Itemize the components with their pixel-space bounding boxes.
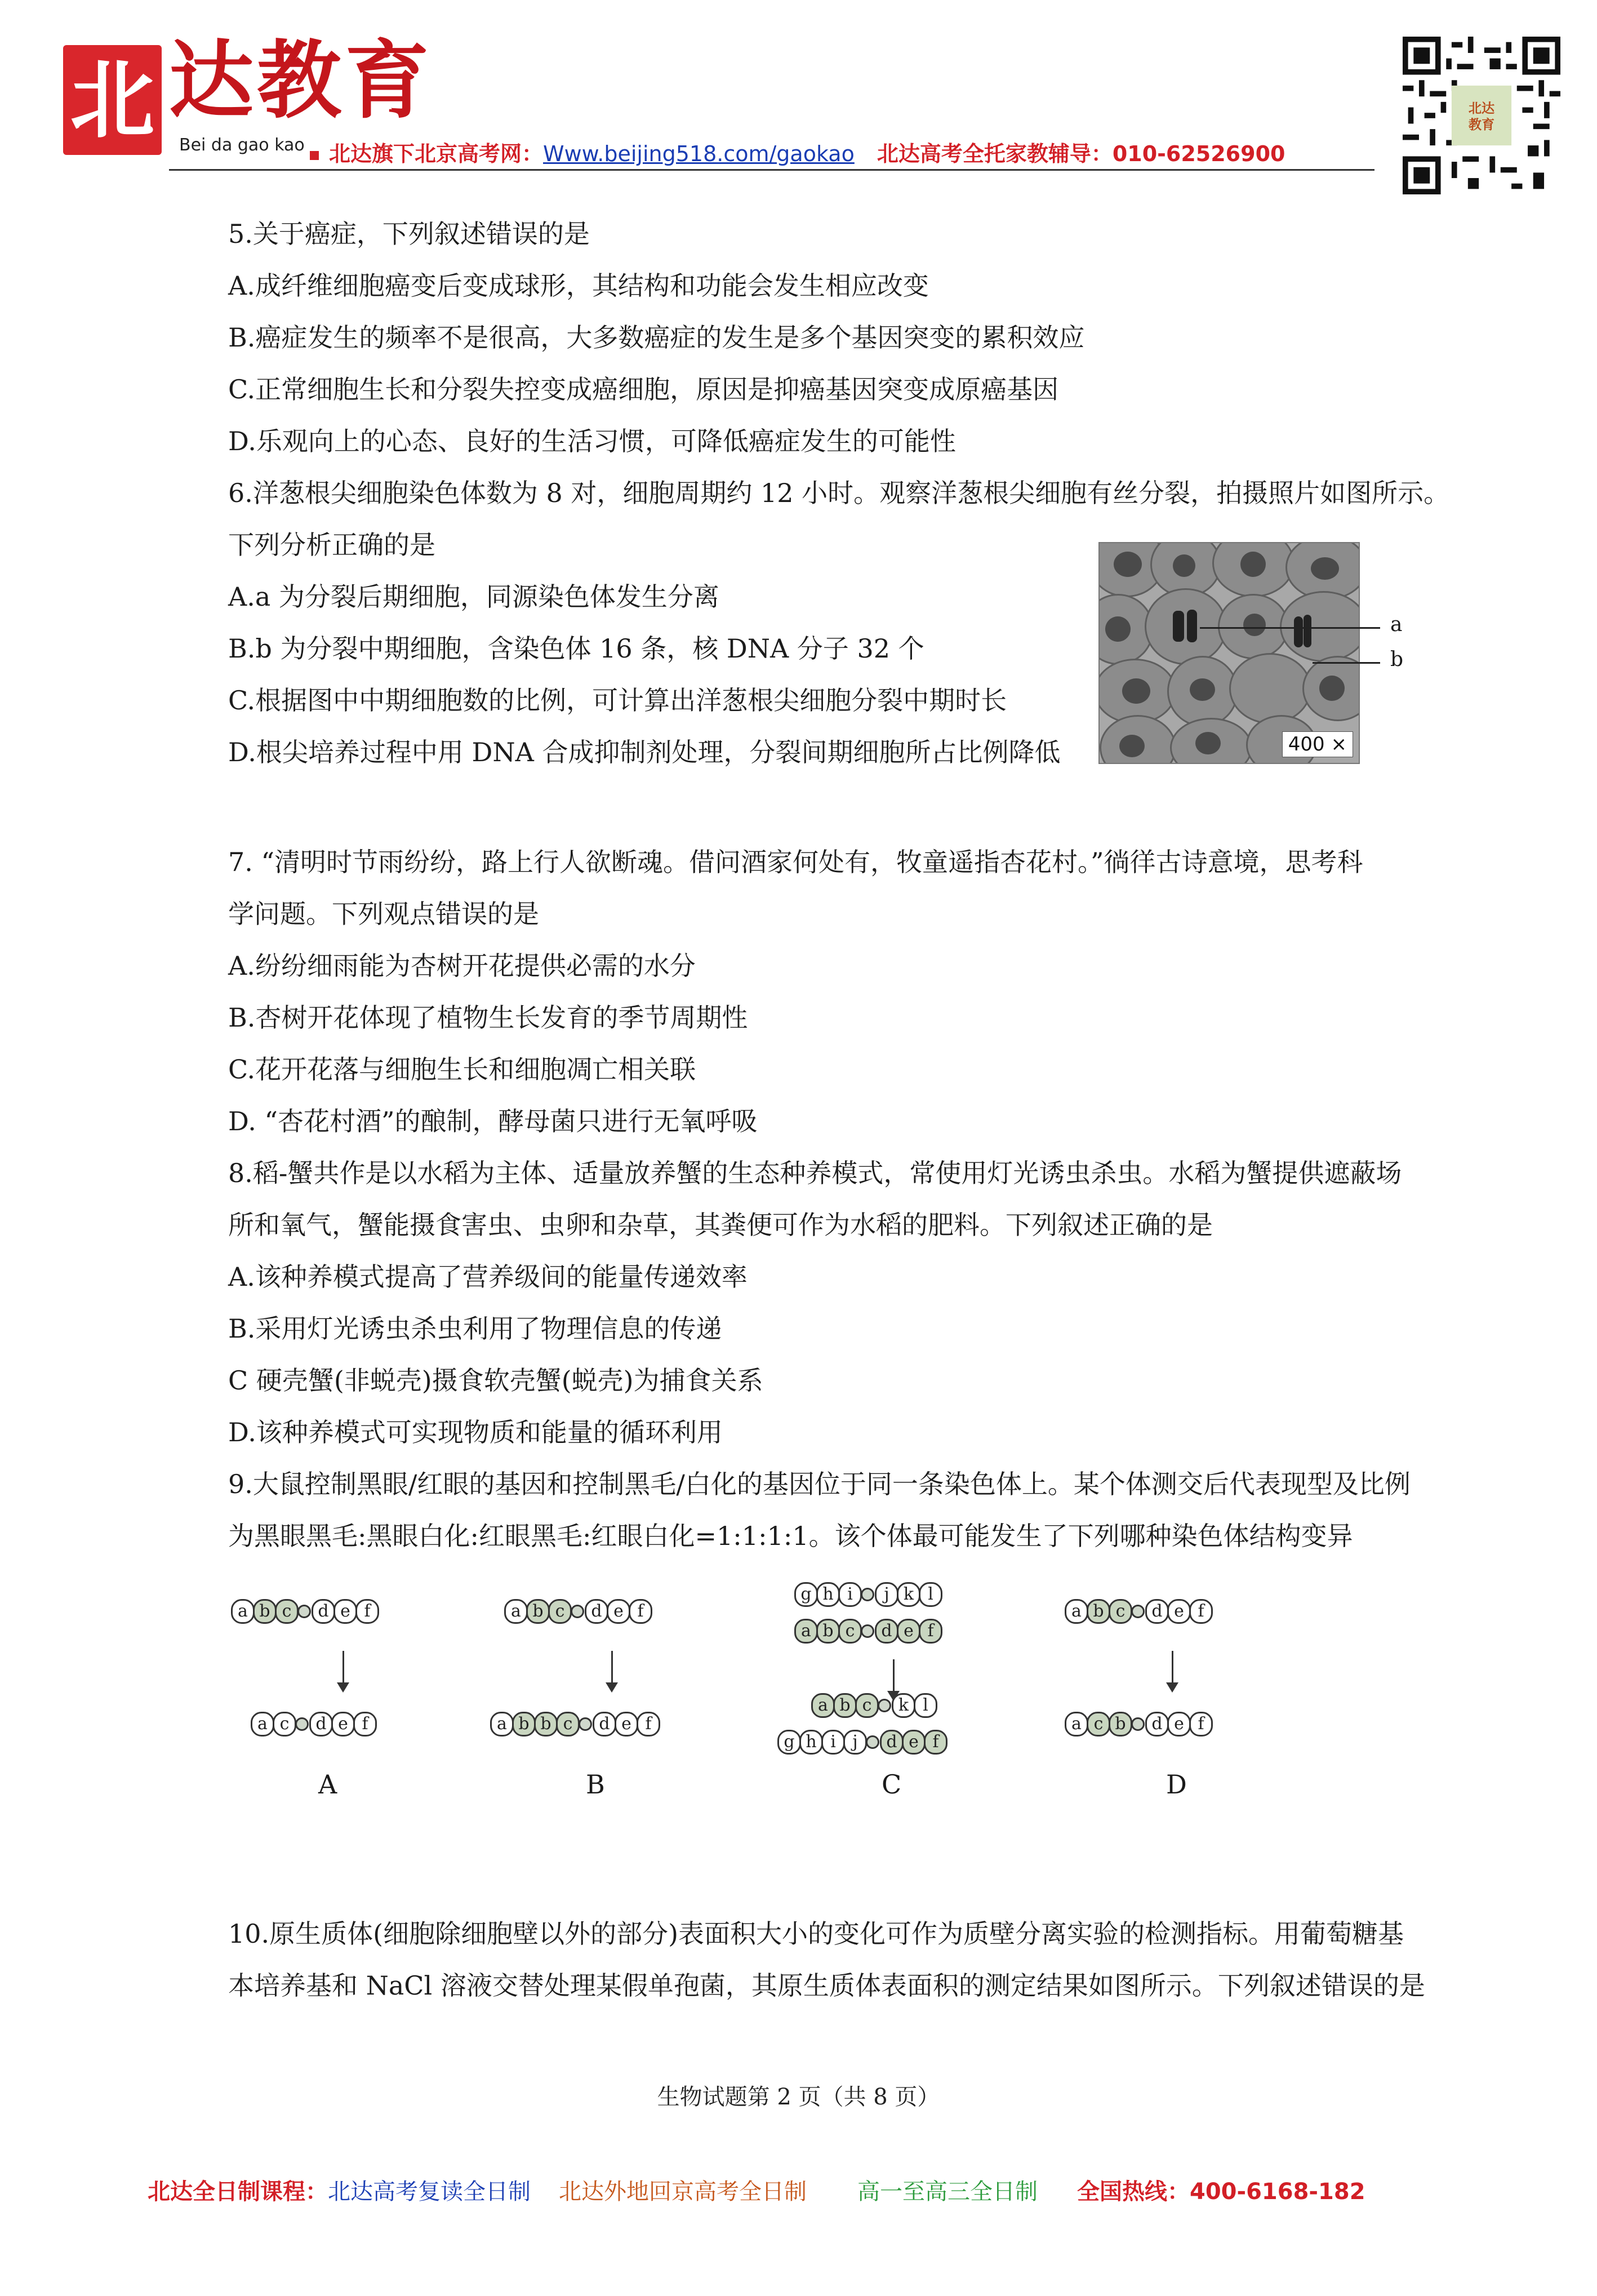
chromosome-C-original-1 xyxy=(794,1582,941,1607)
q5-option-d: D.乐观向上的心态、良好的生活习惯，可降低癌症发生的可能性 xyxy=(228,426,956,456)
gene-segment: l xyxy=(914,1693,937,1718)
centromere xyxy=(1131,1717,1145,1731)
footer-course-1: 北达高考复读全日制 xyxy=(328,2179,531,2205)
micrograph-label-a: a xyxy=(1390,613,1403,636)
footer-banner xyxy=(148,2174,1365,2206)
gene-segment: a xyxy=(794,1619,818,1644)
site-url-link[interactable]: Www.beijing518.com/gaokao xyxy=(543,141,855,166)
centromere xyxy=(579,1717,592,1731)
gene-segment: a xyxy=(504,1599,528,1624)
chromosome-B-variant xyxy=(490,1712,659,1737)
q5-option-a: A.成纤维细胞癌变后变成球形，其结构和功能会发生相应改变 xyxy=(228,270,929,301)
diagram-label-c: C xyxy=(882,1769,902,1800)
footer-course-3: 高一至高三全日制 xyxy=(857,2179,1038,2205)
q8-option-d: D.该种养模式可实现物质和能量的循环利用 xyxy=(228,1417,723,1447)
qr-code-icon xyxy=(1403,37,1560,194)
gene-segment: f xyxy=(629,1599,652,1624)
gene-segment: e xyxy=(1167,1712,1191,1737)
chromosome-B-original xyxy=(504,1599,651,1624)
gene-segment: c xyxy=(838,1619,862,1644)
svg-text:北达: 北达 xyxy=(1468,101,1495,117)
gene-segment: c xyxy=(556,1712,580,1737)
arrow-down-icon xyxy=(1172,1651,1173,1685)
logo-mark xyxy=(63,45,162,155)
q8-option-b: B.采用灯光诱虫杀虫利用了物理信息的传递 xyxy=(228,1313,722,1344)
centromere xyxy=(861,1588,874,1601)
gene-segment: l xyxy=(919,1582,942,1607)
gene-segment: f xyxy=(924,1730,947,1755)
diagram-label-a: A xyxy=(318,1769,337,1800)
gene-segment: e xyxy=(1167,1599,1191,1624)
centromere xyxy=(571,1605,584,1618)
q7-option-b: B.杏树开花体现了植物生长发育的季节周期性 xyxy=(228,1002,748,1033)
chromosome-C-variant-1 xyxy=(811,1693,936,1718)
q9-stem: 9.大鼠控制黑眼/红眼的基因和控制黑毛/白化的基因位于同一条染色体上。某个体测交后代表现型及比例 xyxy=(228,1469,1411,1499)
gene-segment: e xyxy=(333,1599,357,1624)
gene-segment: i xyxy=(821,1730,845,1755)
gene-segment: e xyxy=(331,1712,355,1737)
gene-segment: e xyxy=(902,1730,926,1755)
q5-stem: 5.关于癌症，下列叙述错误的是 xyxy=(228,219,590,249)
chromosome-C-variant-2 xyxy=(777,1730,946,1755)
gene-segment: g xyxy=(794,1582,818,1607)
chromosome-D-original xyxy=(1065,1599,1211,1624)
q8-stem-cont: 所和氧气，蟹能摄食害虫、虫卵和杂草，其粪便可作为水稻的肥料。下列叙述正确的是 xyxy=(228,1210,1213,1240)
q8-option-c: C 硬壳蟹(非蜕壳)摄食软壳蟹(蜕壳)为捕食关系 xyxy=(228,1365,763,1396)
gene-segment: h xyxy=(799,1730,823,1755)
gene-segment: e xyxy=(607,1599,630,1624)
gene-segment: a xyxy=(811,1693,835,1718)
gene-segment: c xyxy=(273,1712,296,1737)
site-prefix: 北达旗下北京高考网： xyxy=(329,141,544,166)
q9-stem-cont: 为黑眼黑毛:黑眼白化:红眼黑毛:红眼白化=1:1:1:1。该个体最可能发生了下列哪种染色体结构变异 xyxy=(228,1521,1353,1551)
gene-segment: b xyxy=(253,1599,277,1624)
q6-stem: 6.洋葱根尖细胞染色体数为 8 对，细胞周期约 12 小时。观察洋葱根尖细胞有丝分裂，拍摄照片如图所示。 xyxy=(228,478,1450,508)
centromere xyxy=(861,1624,874,1638)
gene-segment: b xyxy=(1109,1712,1132,1737)
chromosome-D-variant xyxy=(1065,1712,1211,1737)
centromere xyxy=(1131,1605,1145,1618)
gene-segment: d xyxy=(1145,1599,1169,1624)
gene-segment: a xyxy=(251,1712,274,1737)
logo-subtitle: Bei da gao kao xyxy=(179,135,305,155)
logo-text: 达教育 xyxy=(169,31,433,130)
chromosome-C-original-2 xyxy=(794,1619,941,1644)
gene-segment: c xyxy=(1087,1712,1110,1737)
arrow-down-icon xyxy=(611,1651,613,1685)
gene-segment: g xyxy=(777,1730,801,1755)
centromere xyxy=(295,1717,309,1731)
gene-segment: b xyxy=(512,1712,536,1737)
gene-segment: k xyxy=(892,1693,915,1718)
gene-segment: d xyxy=(880,1730,904,1755)
q7-option-c: C.花开花落与细胞生长和细胞凋亡相关联 xyxy=(228,1054,696,1085)
q6-option-d: D.根尖培养过程中用 DNA 合成抑制剂处理，分裂间期细胞所占比例降低 xyxy=(228,737,1061,767)
pointer-line-a xyxy=(1200,627,1380,629)
gene-segment: j xyxy=(843,1730,867,1755)
header-banner xyxy=(310,136,1285,167)
gene-segment: b xyxy=(833,1693,857,1718)
gene-segment: a xyxy=(231,1599,255,1624)
logo-char: 北 xyxy=(70,51,155,150)
q7-option-d: D. “杏花村酒”的酿制，酵母菌只进行无氧呼吸 xyxy=(228,1106,758,1136)
gene-segment: d xyxy=(593,1712,616,1737)
footer-course-label: 北达全日制课程： xyxy=(148,2179,328,2205)
q10-stem: 10.原生质体(细胞除细胞壁以外的部分)表面积大小的变化可作为质壁分离实验的检测指标。用葡萄糖基 xyxy=(228,1918,1404,1949)
gene-segment: c xyxy=(548,1599,572,1624)
gene-segment: a xyxy=(490,1712,514,1737)
q5-option-c: C.正常细胞生长和分裂失控变成癌细胞，原因是抑癌基因突变成原癌基因 xyxy=(228,374,1059,405)
gene-segment: k xyxy=(897,1582,920,1607)
svg-text:教育: 教育 xyxy=(1468,117,1495,133)
q7-stem: 7. “清明时节雨纷纷，路上行人欲断魂。借问酒家何处有，牧童遥指杏花村。”徜徉古诗意境，思考科 xyxy=(228,847,1363,877)
chromosome-A-variant xyxy=(251,1712,375,1737)
gene-segment: f xyxy=(355,1599,379,1624)
header-divider xyxy=(169,169,1374,171)
diagram-label-b: B xyxy=(586,1769,605,1800)
gene-segment: f xyxy=(353,1712,377,1737)
gene-segment: b xyxy=(526,1599,550,1624)
arrow-down-icon xyxy=(893,1659,895,1693)
gene-segment: f xyxy=(637,1712,660,1737)
gene-segment: d xyxy=(309,1712,333,1737)
q7-stem-cont: 学问题。下列观点错误的是 xyxy=(228,899,539,929)
square-bullet-icon xyxy=(310,151,319,160)
gene-segment: j xyxy=(875,1582,898,1607)
gene-segment: b xyxy=(816,1619,840,1644)
q8-option-a: A.该种养模式提高了营养级间的能量传递效率 xyxy=(228,1262,748,1292)
centromere xyxy=(878,1699,891,1712)
magnification-label: 400 × xyxy=(1282,731,1353,757)
gene-segment: d xyxy=(1145,1712,1169,1737)
page-number: 生物试题第 2 页（共 8 页） xyxy=(657,2084,940,2110)
gene-segment: b xyxy=(1087,1599,1110,1624)
gene-segment: d xyxy=(585,1599,608,1624)
gene-segment: d xyxy=(875,1619,898,1644)
gene-segment: h xyxy=(816,1582,840,1607)
q6-option-b: B.b 为分裂中期细胞，含染色体 16 条，核 DNA 分子 32 个 xyxy=(228,633,924,664)
q5-option-b: B.癌症发生的频率不是很高，大多数癌症的发生是多个基因突变的累积效应 xyxy=(228,322,1085,353)
pointer-line-b xyxy=(1313,662,1380,664)
diagram-label-d: D xyxy=(1166,1769,1187,1800)
centromere xyxy=(866,1735,879,1749)
gene-segment: f xyxy=(1189,1599,1213,1624)
gene-segment: e xyxy=(897,1619,920,1644)
q10-stem-cont: 本培养基和 NaCl 溶液交替处理某假单孢菌，其原生质体表面积的测定结果如图所示。下列叙述错误的是 xyxy=(228,1970,1425,2001)
gene-segment: a xyxy=(1065,1712,1088,1737)
q7-option-a: A.纷纷细雨能为杏树开花提供必需的水分 xyxy=(228,951,696,981)
chromosome-A-original xyxy=(231,1599,377,1624)
footer-hotline: 全国热线：400-6168-182 xyxy=(1077,2179,1365,2205)
gene-segment: e xyxy=(615,1712,638,1737)
footer-course-2: 北达外地回京高考全日制 xyxy=(559,2179,807,2205)
gene-segment: c xyxy=(275,1599,299,1624)
gene-segment: a xyxy=(1065,1599,1088,1624)
q6-stem-cont: 下列分析正确的是 xyxy=(228,530,435,560)
gene-segment: d xyxy=(312,1599,335,1624)
arrow-down-icon xyxy=(342,1651,344,1685)
centromere xyxy=(297,1605,311,1618)
gene-segment: c xyxy=(1109,1599,1132,1624)
gene-segment: b xyxy=(534,1712,558,1737)
q6-option-c: C.根据图中中期细胞数的比例，可计算出洋葱根尖细胞分裂中期时长 xyxy=(228,685,1007,716)
onion-root-tip-micrograph xyxy=(1098,542,1360,764)
gene-segment: c xyxy=(855,1693,879,1718)
gene-segment: f xyxy=(1189,1712,1213,1737)
gene-segment: i xyxy=(838,1582,862,1607)
hotline-text: 北达高考全托家教辅导：010-62526900 xyxy=(877,141,1285,166)
micrograph-label-b: b xyxy=(1390,648,1404,671)
gene-segment: f xyxy=(919,1619,942,1644)
q6-option-a: A.a 为分裂后期细胞，同源染色体发生分离 xyxy=(228,581,719,612)
q8-stem: 8.稻-蟹共作是以水稻为主体、适量放养蟹的生态种养模式，常使用灯光诱虫杀虫。水稻为蟹提供遮蔽场 xyxy=(228,1158,1402,1188)
